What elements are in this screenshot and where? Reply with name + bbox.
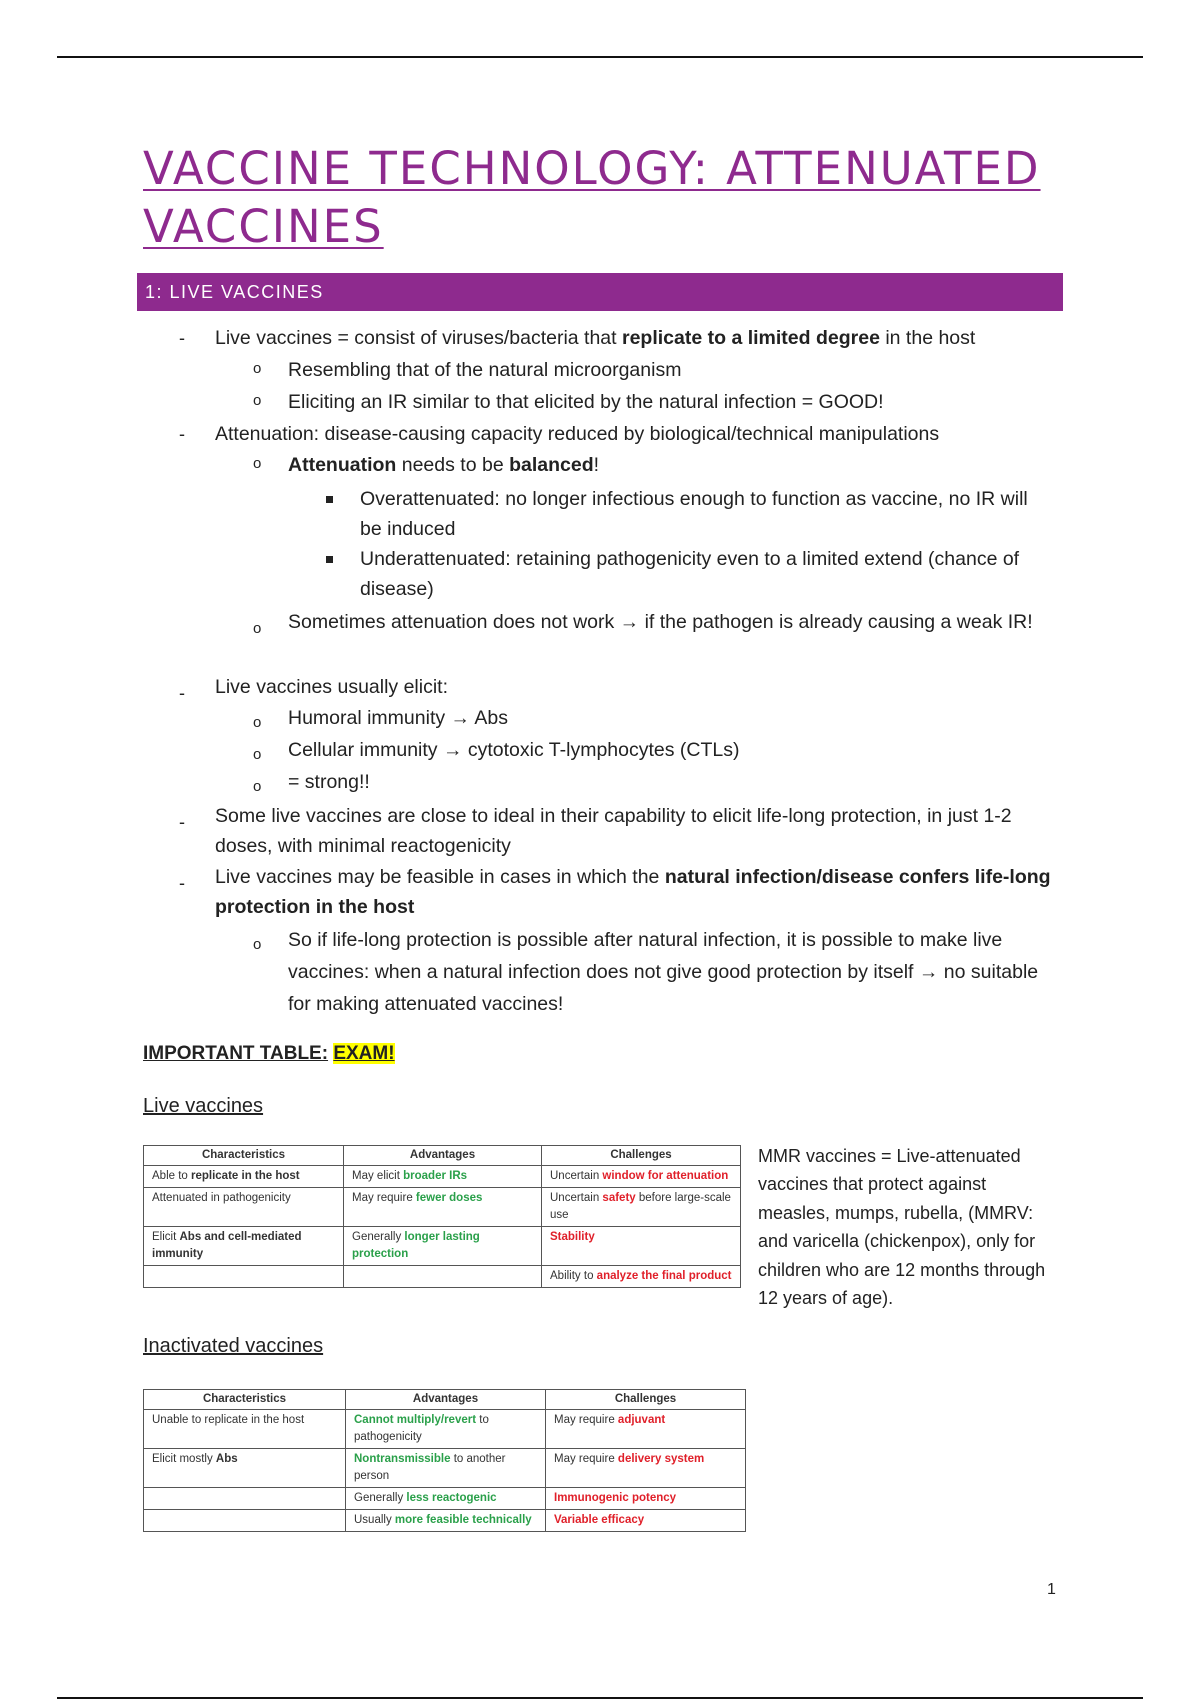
table-row: [144, 1449, 746, 1488]
sub-bullet: Humoral immunity → Abs: [288, 707, 508, 729]
dash-bullet: -: [179, 683, 185, 703]
table-cell: May elicit broader IRs: [344, 1166, 542, 1188]
sub-bullet: Sometimes attenuation does not work → if the pathogen is already causing a weak IR!: [288, 611, 1033, 633]
bullet-live-vaccines-definition: Live vaccines = consist of viruses/bacteria that replicate to a limited degree in the host: [215, 327, 976, 349]
table-row: [144, 1188, 741, 1227]
table-cell: Unable to replicate in the host: [144, 1410, 346, 1449]
table-cell: Usually more feasible technically: [346, 1510, 546, 1532]
header-rule: [57, 56, 1143, 58]
table-cell: Ability to analyze the final product: [542, 1266, 741, 1288]
header-challenges: Challenges: [542, 1146, 741, 1166]
table-header-row: [144, 1390, 746, 1410]
header-characteristics: Characteristics: [144, 1146, 344, 1166]
table-cell: May require delivery system: [546, 1449, 746, 1488]
header-characteristics: Characteristics: [144, 1390, 346, 1410]
section-heading-live-vaccines: 1: LIVE VACCINES: [137, 273, 1063, 311]
table-cell: Cannot multiply/revert to pathogenicity: [346, 1410, 546, 1449]
table-row: [144, 1266, 741, 1288]
dash-bullet: -: [179, 424, 185, 444]
square-bullet: [326, 556, 333, 563]
circle-bullet: o: [253, 360, 262, 377]
dash-bullet: -: [179, 328, 185, 348]
circle-bullet: o: [253, 392, 262, 409]
table-cell: [144, 1266, 344, 1288]
sub-bullet: Resembling that of the natural microorganism: [288, 359, 682, 381]
circle-bullet: o: [253, 620, 262, 637]
table-cell: Generally less reactogenic: [346, 1488, 546, 1510]
table-cell: Immunogenic potency: [546, 1488, 746, 1510]
table-row: [144, 1510, 746, 1532]
bullet-attenuation: Attenuation: disease-causing capacity reduced by biological/technical manipulations: [215, 423, 940, 445]
table-row: [144, 1166, 741, 1188]
table-cell: [144, 1488, 346, 1510]
table-cell: Nontransmissible to another person: [346, 1449, 546, 1488]
bullet-feasibility: Live vaccines may be feasible in cases in which the natural infection/disease confers life-long protection in the host: [215, 866, 1051, 918]
table-cell: Uncertain window for attenuation: [542, 1166, 741, 1188]
table-cell: Variable efficacy: [546, 1510, 746, 1532]
table-cell: May require adjuvant: [546, 1410, 746, 1449]
live-vaccines-heading: Live vaccines: [143, 1095, 264, 1117]
table-row: [144, 1410, 746, 1449]
live-vaccines-table: [143, 1145, 741, 1288]
table-cell: Uncertain safety before large-scale use: [542, 1188, 741, 1227]
table-cell: Generally longer lasting protection: [344, 1227, 542, 1266]
header-challenges: Challenges: [546, 1390, 746, 1410]
table-cell: Attenuated in pathogenicity: [144, 1188, 344, 1227]
dash-bullet: -: [179, 873, 185, 893]
sub-bullet: Cellular immunity → cytotoxic T-lymphocytes (CTLs): [288, 739, 740, 761]
bullet-live-vaccines-elicit: Live vaccines usually elicit:: [215, 676, 449, 698]
sub-sub-bullet: Overattenuated: no longer infectious enough to function as vaccine, no IR will be induced: [360, 488, 1028, 540]
circle-bullet: o: [253, 936, 262, 953]
sub-bullet: = strong!!: [288, 771, 370, 793]
page-number: 1: [1047, 1581, 1056, 1598]
table-cell: Elicit mostly Abs: [144, 1449, 346, 1488]
dash-bullet: -: [179, 812, 185, 832]
table-cell: [344, 1266, 542, 1288]
circle-bullet: o: [253, 778, 262, 795]
inactivated-vaccines-heading: Inactivated vaccines: [143, 1335, 324, 1357]
table-cell: Stability: [542, 1227, 741, 1266]
table-cell: May require fewer doses: [344, 1188, 542, 1227]
table-cell: Elicit Abs and cell-mediated immunity: [144, 1227, 344, 1266]
square-bullet: [326, 496, 333, 503]
table-row: [144, 1488, 746, 1510]
circle-bullet: o: [253, 455, 262, 472]
mmr-note: MMR vaccines = Live-attenuated vaccines that protect against measles, mumps, rubella, (MMRV: and varicella (chickenpox), only for children who are 12 months through 12 years of age).: [758, 1146, 1046, 1309]
header-advantages: Advantages: [346, 1390, 546, 1410]
page-title: VACCINE TECHNOLOGY: ATTENUATED VACCINES: [143, 142, 1041, 253]
bullet-life-long-protection: Some live vaccines are close to ideal in their capability to elicit life-long protection, in just 1-2 doses, with minimal reactogenicity: [215, 805, 1012, 857]
inactivated-vaccines-table: [143, 1389, 746, 1532]
table-cell: Able to replicate in the host: [144, 1166, 344, 1188]
sub-bullet: So if life-long protection is possible after natural infection, it is possible to make live vaccines: when a natural infection does not give good protection by itself → no suitable for making attenuated vaccines!: [288, 929, 1039, 1015]
circle-bullet: o: [253, 746, 262, 763]
table-cell: [144, 1510, 346, 1532]
table-header-row: [144, 1146, 741, 1166]
table-row: [144, 1227, 741, 1266]
important-table-label: IMPORTANT TABLE: EXAM!: [143, 1043, 395, 1064]
circle-bullet: o: [253, 714, 262, 731]
sub-bullet: Eliciting an IR similar to that elicited by the natural infection = GOOD!: [288, 391, 884, 413]
header-advantages: Advantages: [344, 1146, 542, 1166]
footer-rule: [57, 1697, 1143, 1699]
sub-bullet: Attenuation needs to be balanced!: [288, 454, 600, 476]
sub-sub-bullet: Underattenuated: retaining pathogenicity even to a limited extend (chance of disease): [360, 548, 1020, 600]
